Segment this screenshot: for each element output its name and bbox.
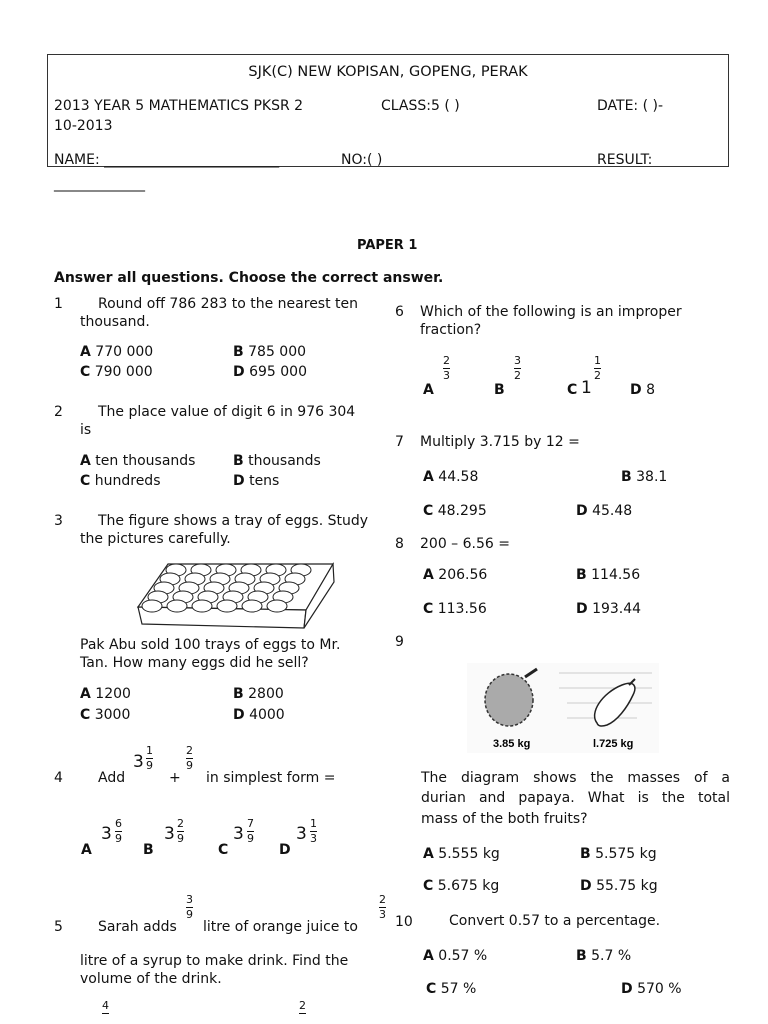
q5-fraction2: 2 3	[379, 893, 386, 921]
egg-tray-image	[128, 552, 338, 634]
q1-option-d[interactable]: D 695 000	[233, 364, 307, 380]
q1-line1: Round off 786 283 to the nearest ten	[98, 296, 359, 312]
q9-number: 9	[395, 634, 404, 650]
q4-text2: in simplest form =	[206, 770, 336, 786]
q5-text2: litre of orange juice to	[203, 919, 358, 935]
q4-text1: Add	[98, 770, 126, 786]
q10-number: 10	[395, 914, 413, 930]
date-field: DATE: ( )-	[597, 98, 664, 114]
result-field: RESULT:	[597, 152, 653, 168]
egg	[217, 600, 237, 612]
q3-line1: The figure shows a tray of eggs. Study	[98, 513, 369, 529]
name-field: NAME: _________________________	[54, 152, 280, 168]
q2-option-d[interactable]: D tens	[233, 473, 280, 489]
egg	[142, 600, 162, 612]
q2-line2: is	[80, 422, 92, 438]
q5-option-a-fraction[interactable]: 4	[102, 999, 109, 1012]
q10-text: Convert 0.57 to a percentage.	[449, 913, 661, 929]
q2-option-b[interactable]: B thousands	[233, 453, 321, 469]
q6-option-a-fraction[interactable]: 2 3	[443, 354, 450, 382]
school-title: SJK(C) NEW KOPISAN, GOPENG, PERAK	[248, 64, 528, 80]
q9-option-a[interactable]: A 5.555 kg	[423, 846, 500, 862]
q4-option-b-fraction[interactable]: 2 9	[177, 817, 184, 845]
q6-option-d[interactable]: D 8	[630, 382, 655, 398]
q3-number: 3	[54, 513, 63, 529]
q8-option-c[interactable]: C 113.56	[423, 601, 487, 617]
q9-option-b[interactable]: B 5.575 kg	[580, 846, 657, 862]
q7-option-c[interactable]: C 48.295	[423, 503, 487, 519]
q5-text1: Sarah adds	[98, 919, 177, 935]
q9-line3: mass of the both fruits?	[421, 811, 588, 827]
q3-line3: Pak Abu sold 100 trays of eggs to Mr.	[80, 637, 341, 653]
q3-option-a[interactable]: A 1200	[80, 686, 131, 702]
q6-number: 6	[395, 304, 404, 320]
q8-number: 8	[395, 536, 404, 552]
q10-option-c[interactable]: C 57 %	[426, 981, 477, 997]
egg	[167, 600, 187, 612]
q4-option-a-whole[interactable]: 3	[101, 824, 112, 844]
q10-option-d[interactable]: D 570 %	[621, 981, 682, 997]
q4-option-c-letter[interactable]: C	[218, 842, 229, 858]
q8-text: 200 – 6.56 =	[420, 536, 510, 552]
date-year: 10-2013	[54, 118, 113, 134]
q4-option-d-fraction[interactable]: 1 3	[310, 817, 317, 845]
q6-option-b-letter[interactable]: B	[494, 382, 505, 398]
q9-option-c[interactable]: C 5.675 kg	[423, 878, 500, 894]
q7-option-d[interactable]: D 45.48	[576, 503, 633, 519]
q6-option-c-fraction[interactable]: 1 2	[594, 354, 601, 382]
q4-option-b-whole[interactable]: 3	[164, 824, 175, 844]
q6-option-c-letter[interactable]: C	[567, 382, 578, 398]
q10-option-b[interactable]: B 5.7 %	[576, 948, 632, 964]
q2-number: 2	[54, 404, 63, 420]
q1-option-c[interactable]: C 790 000	[80, 364, 153, 380]
q5-option-c-fraction[interactable]: 2	[299, 999, 306, 1012]
q4-fraction2: 2 9	[186, 744, 193, 772]
q5-line2: litre of a syrup to make drink. Find the	[80, 953, 349, 969]
q6-line1: Which of the following is an improper	[420, 304, 682, 320]
q9-line1: The diagram shows the masses of a	[421, 770, 730, 786]
exam-title: 2013 YEAR 5 MATHEMATICS PKSR 2	[54, 98, 304, 114]
q4-number: 4	[54, 770, 63, 786]
q2-option-a[interactable]: A ten thousands	[80, 453, 196, 469]
q1-number: 1	[54, 296, 63, 312]
q7-number: 7	[395, 434, 404, 450]
q4-option-c-fraction[interactable]: 7 9	[247, 817, 254, 845]
instructions: Answer all questions. Choose the correct answer.	[54, 270, 444, 286]
q2-option-c[interactable]: C hundreds	[80, 473, 161, 489]
q5-number: 5	[54, 919, 63, 935]
q3-option-c[interactable]: C 3000	[80, 707, 131, 723]
q9-line2: durian and papaya. What is the total	[421, 790, 730, 806]
papaya-mass: l.725 kg	[593, 738, 634, 750]
q3-line4: Tan. How many eggs did he sell?	[80, 655, 309, 671]
q2-line1: The place value of digit 6 in 976 304	[98, 404, 356, 420]
q4-whole: 3	[133, 752, 144, 772]
q4-option-d-letter[interactable]: D	[279, 842, 291, 858]
q1-option-b[interactable]: B 785 000	[233, 344, 307, 360]
egg	[192, 600, 212, 612]
q7-option-b[interactable]: B 38.1	[621, 469, 668, 485]
durian-mass: 3.85 kg	[493, 738, 531, 750]
q5-fraction1: 3 9	[186, 893, 193, 921]
q7-option-a[interactable]: A 44.58	[423, 469, 479, 485]
q7-text: Multiply 3.715 by 12 =	[420, 434, 580, 450]
class-field: CLASS:5 ( )	[381, 98, 460, 114]
q4-option-a-fraction[interactable]: 6 9	[115, 817, 122, 845]
q8-option-d[interactable]: D 193.44	[576, 601, 642, 617]
q1-line2: thousand.	[80, 314, 150, 330]
q3-option-d[interactable]: D 4000	[233, 707, 285, 723]
paper-title: PAPER 1	[357, 238, 418, 253]
q3-line2: the pictures carefully.	[80, 531, 231, 547]
q4-option-c-whole[interactable]: 3	[233, 824, 244, 844]
q9-option-d[interactable]: D 55.75 kg	[580, 878, 658, 894]
q5-line3: volume of the drink.	[80, 971, 222, 987]
q1-option-a[interactable]: A 770 000	[80, 344, 154, 360]
q4-option-d-whole[interactable]: 3	[296, 824, 307, 844]
q6-option-c-whole[interactable]: 1	[581, 378, 592, 398]
result-line: _____________	[54, 176, 145, 192]
no-field: NO:( )	[341, 152, 383, 168]
q8-option-a[interactable]: A 206.56	[423, 567, 488, 583]
q6-line2: fraction?	[420, 322, 482, 338]
q6-option-a-letter[interactable]: A	[423, 382, 434, 398]
q10-option-a[interactable]: A 0.57 %	[423, 948, 488, 964]
q6-option-b-fraction[interactable]: 3 2	[514, 354, 521, 382]
q4-fraction1: 1 9	[146, 744, 153, 772]
fruit-image	[467, 663, 659, 753]
q4-plus: +	[169, 770, 181, 786]
q3-option-b[interactable]: B 2800	[233, 686, 284, 702]
q4-option-a-letter[interactable]: A	[81, 842, 92, 858]
durian-icon	[485, 674, 533, 726]
q8-option-b[interactable]: B 114.56	[576, 567, 641, 583]
egg	[267, 600, 287, 612]
egg	[242, 600, 262, 612]
q4-option-b-letter[interactable]: B	[143, 842, 154, 858]
